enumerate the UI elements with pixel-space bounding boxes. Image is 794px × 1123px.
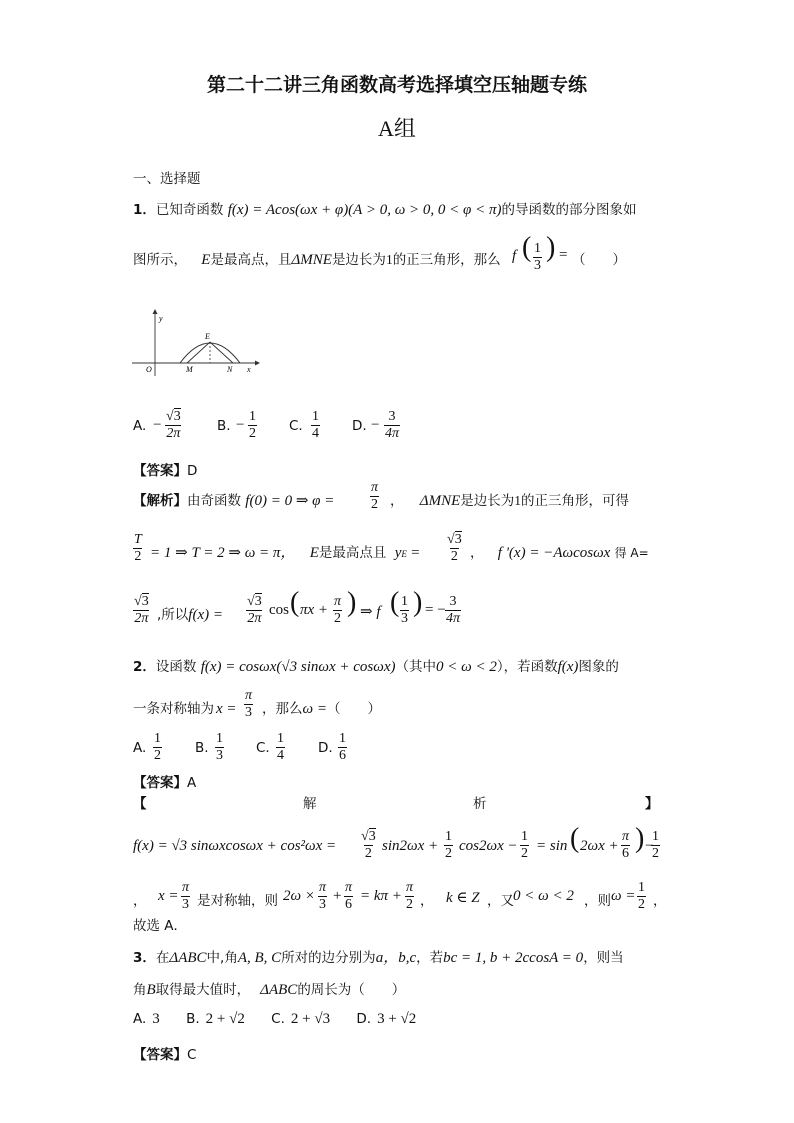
q2-option-a: 1 2: [154, 731, 161, 763]
q2-frac-pi-6: π 6: [622, 829, 630, 861]
q2-l2l: ω =: [611, 888, 636, 904]
q1-eq-neg: = −: [425, 602, 446, 618]
q2-eq-part3: cos2ωx −: [459, 838, 518, 854]
q1-option-c-label: C.: [289, 418, 303, 434]
q1-paren: （ ）: [572, 252, 626, 268]
q1-option-c: 1 4: [312, 409, 319, 441]
q2-frac-sqrt3-2: √3 2: [361, 829, 376, 861]
q2-l2c: 是对称轴，则: [197, 893, 278, 909]
q1-option-d: 3 4π: [385, 409, 400, 441]
q2-frac-1-2a: 1 2: [445, 829, 452, 861]
q2-conclusion: 故选 A．: [133, 918, 188, 934]
q3-answer: 【答案】C: [133, 1047, 197, 1063]
q1-option-b-label: B.: [217, 418, 231, 434]
q2-analysis-close: 】: [645, 796, 659, 812]
q1-rparen3: ): [413, 587, 423, 618]
q2-eq-part1: f(x) = √3 sinωxcosωx + cos²ωx =: [133, 838, 337, 854]
q2-frac-pi-3b: π 3: [182, 880, 190, 912]
q2-frac-pi-2: π 2: [406, 880, 414, 912]
graph-label-M: M: [186, 365, 193, 374]
q2-frac-pi-3: π 3: [245, 688, 253, 720]
q1-solution-line3a: ,所以f(x) =: [157, 607, 223, 623]
q2-frac-pi-6b: π 6: [345, 880, 353, 912]
graph-label-E: E: [205, 332, 210, 341]
q2-eq-part2: sin2ωx +: [382, 838, 439, 854]
q1-option-b-sign: −: [236, 417, 245, 433]
q1-implies-f: ⇒ f: [360, 604, 381, 620]
q2-answer: 【答案】A: [133, 775, 197, 791]
q3-options: A. 3 B. 2 + √2 C. 2 + √3 D. 3 + √2: [133, 1011, 417, 1027]
q2-eq-part4: = sin: [536, 838, 568, 854]
q1-lparen2: (: [290, 587, 300, 618]
q1-rparen2: ): [347, 587, 357, 618]
q1-pix: πx +: [300, 602, 329, 618]
q2-option-a-label: A.: [133, 740, 147, 756]
section-heading: 一、选择题: [133, 171, 201, 187]
q1-frac-sqrt3-2pi-b: √3 2π: [247, 594, 262, 626]
q2-option-d-label: D.: [318, 740, 333, 756]
q1-frac-T-2: T 2: [134, 532, 142, 564]
triangle-side-right: [210, 342, 233, 363]
x-axis-arrow-icon: [255, 361, 260, 366]
q1-answer: 【答案】D: [133, 463, 198, 479]
q1-equals: =: [559, 247, 568, 263]
q2-option-c-label: C.: [256, 740, 270, 756]
q2-l2d: 2ω ×: [283, 888, 315, 904]
q2-frac-1-2d: 1 2: [638, 880, 645, 912]
q2-l2m: ，: [653, 893, 667, 909]
q1-solution-line2b: ， f '(x) = −Aωcosωx 得 A=: [470, 545, 649, 561]
q2-line1: 2．设函数 f(x) = cosωx(√3 sinωx + cosωx)（其中0 < ω < 2），若函数f(x)图象的: [133, 659, 619, 675]
q1-lparen3: (: [390, 587, 400, 618]
q1-frac-one-third: 1 3: [534, 241, 541, 273]
q1-frac-one-third-b: 1 3: [401, 594, 408, 626]
q1-option-b: 1 2: [249, 409, 256, 441]
q2-l2k: ，则: [584, 893, 611, 909]
q1-cos: cos: [269, 602, 289, 618]
q1-solution-line1: 【解析】由奇函数 f(0) = 0 ⇒ φ =: [133, 493, 335, 509]
q2-minus: −: [645, 838, 654, 854]
q2-line2b: ，那么ω =（ ）: [262, 701, 381, 717]
q2-option-b: 1 3: [216, 731, 223, 763]
q2-option-d: 1 6: [339, 731, 346, 763]
q3-line2: 角B取得最大值时， ΔABC的周长为（ ）: [133, 982, 406, 998]
q2-l2b: x =: [158, 888, 179, 904]
q3-line1: 3．在ΔABC中,角A, B, C所对的边分别为a，b,c，若bc = 1, b + 2ccosA = 0，则当: [133, 950, 624, 966]
q2-l2e: +: [333, 888, 342, 904]
q1-option-a-label: A.: [133, 418, 147, 434]
q2-2wx: 2ωx +: [580, 838, 619, 854]
graph-label-x: x: [247, 365, 251, 374]
q1-lparen: (: [522, 232, 532, 263]
q2-l2a: ，: [133, 893, 147, 909]
q2-frac-pi-3c: π 3: [319, 880, 327, 912]
q1-f: f: [512, 248, 517, 264]
q2-l2h: k ∈ Z: [446, 890, 480, 906]
q1-solution-line2: = 1 ⇒ T = 2 ⇒ ω = π， E是最高点且 yE =: [150, 545, 420, 561]
q2-frac-1-2c: 1 2: [652, 829, 659, 861]
q2-analysis-open: 【: [133, 796, 147, 812]
graph-label-N: N: [227, 365, 233, 374]
q2-lparen: (: [570, 823, 580, 854]
q2-analysis-mid2: 析: [473, 796, 487, 812]
q1-frac-sqrt3-2: √3 2: [447, 532, 462, 564]
q1-option-a-sign: −: [153, 417, 162, 433]
q1-graph: [130, 308, 260, 378]
q2-frac-1-2b: 1 2: [521, 829, 528, 861]
q2-l2g: ，: [420, 893, 434, 909]
q1-rparen: ): [546, 232, 556, 263]
group-heading: A组: [378, 116, 416, 141]
y-axis-arrow-icon: [153, 309, 158, 314]
q1-line2: 图所示， E是最高点，且ΔMNE是边长为1的正三角形，那么: [133, 252, 501, 268]
q2-analysis-mid1: 解: [303, 796, 317, 812]
q2-l2i: ，又: [487, 893, 514, 909]
q1-frac-pi-2: π 2: [371, 480, 379, 512]
q2-rparen: ): [635, 823, 645, 854]
q1-frac-sqrt3-2pi-a: √3 2π: [134, 594, 149, 626]
page-title: 第二十二讲三角函数高考选择填空压轴题专练: [206, 74, 587, 96]
graph-label-y: y: [159, 314, 163, 323]
q2-option-c: 1 4: [277, 731, 284, 763]
q1-option-a: √3 2π: [166, 409, 181, 441]
q1-option-d-sign: −: [371, 417, 380, 433]
q2-line2a: 一条对称轴为 x =: [133, 701, 237, 717]
q1-option-d-label: D.: [352, 418, 367, 434]
q2-l2f: = kπ +: [360, 888, 402, 904]
q1-line1: 1．已知奇函数 f(x) = Acos(ωx + φ)(A > 0, ω > 0, 0 < φ < π)的导函数的部分图象如: [133, 202, 637, 218]
q2-option-b-label: B.: [195, 740, 209, 756]
q1-solution-line1b: ， ΔMNE是边长为1的正三角形，可得: [390, 493, 630, 509]
graph-label-O: O: [146, 365, 152, 374]
triangle-side-left: [187, 342, 210, 363]
q1-frac-pi-2b: π 2: [334, 594, 342, 626]
q2-l2j: 0 < ω < 2: [513, 888, 574, 904]
q1-frac-3-4pi: 3 4π: [446, 594, 461, 626]
